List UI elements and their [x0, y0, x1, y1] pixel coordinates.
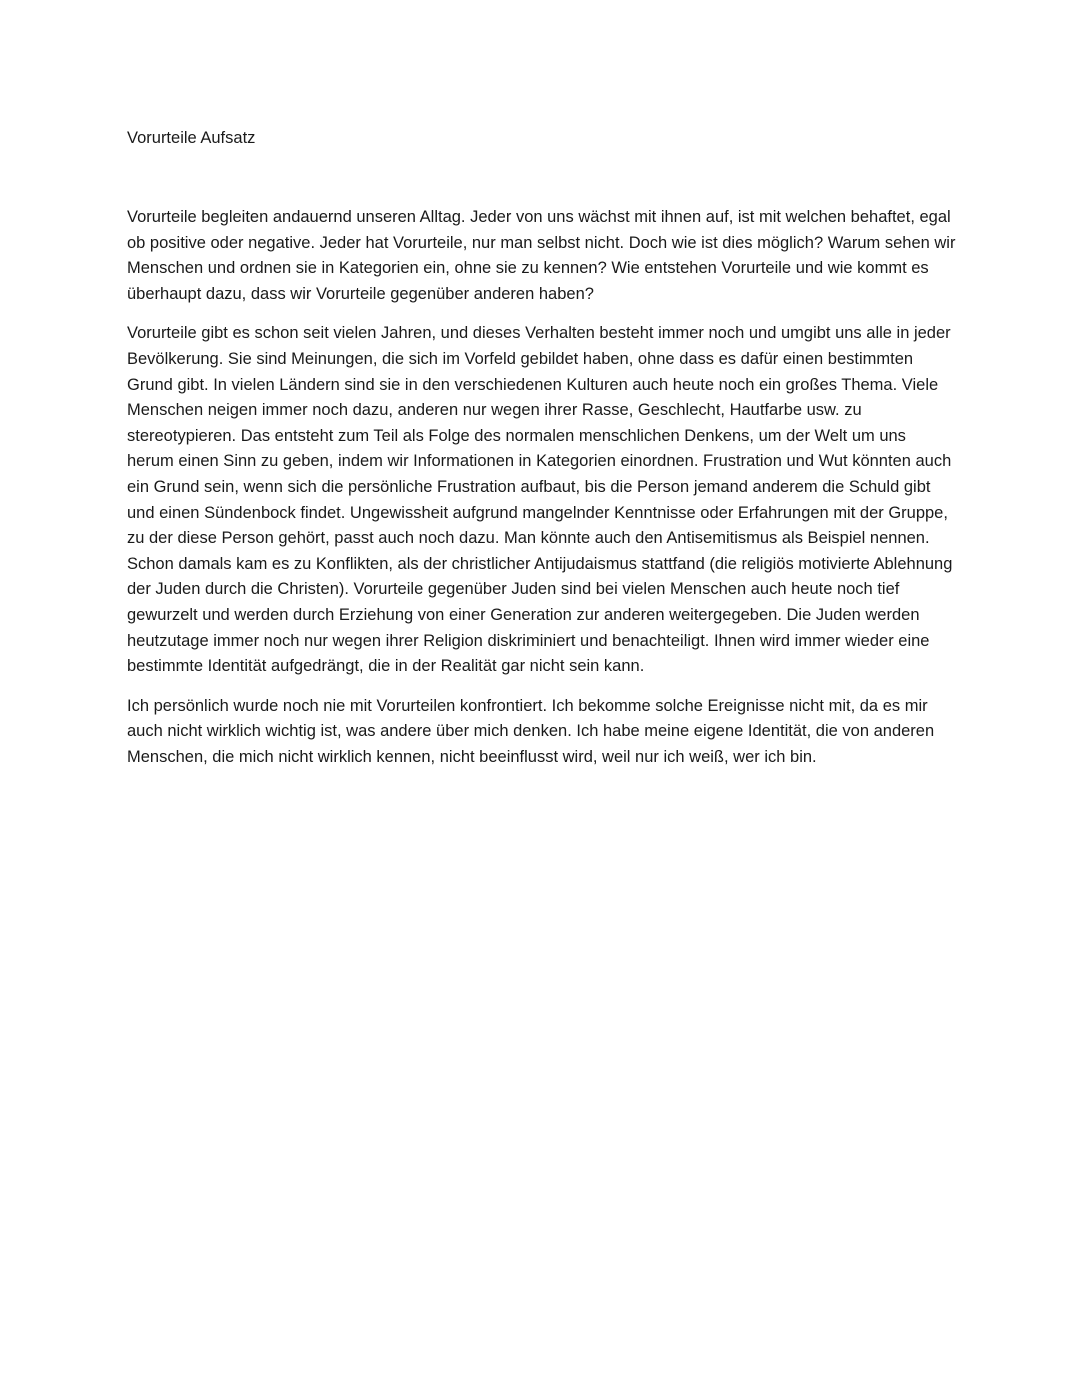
paragraph-intro: Vorurteile begleiten andauernd unseren Alltag. Jeder von uns wächst mit ihnen auf, ist mit welchen behaftet, egal ob positive oder negative. Jeder hat Vorurteile, nur man selbst nicht. Doch wie ist dies möglich? Warum sehen wir Menschen und ordnen sie in Kategorien ein, ohne sie zu kennen? Wie entstehen Vorurteile und wie kommt es überhaupt dazu, dass wir Vorurteile gegenüber anderen haben?: [127, 208, 956, 303]
document-body: [127, 205, 957, 770]
document-page: [127, 126, 957, 784]
document-title: Vorurteile Aufsatz: [127, 129, 256, 147]
paragraph-conclusion: Ich persönlich wurde noch nie mit Vorurteilen konfrontiert. Ich bekomme solche Ereignisse nicht mit, da es mir auch nicht wirklich wichtig ist, was andere über mich denken. Ich habe meine eigene Identität, die von anderen Menschen, die mich nicht wirklich kennen, nicht beeinflusst wird, weil nur ich weiß, wer ich bin.: [127, 696, 935, 766]
paragraph-main: Vorurteile gibt es schon seit vielen Jahren, und dieses Verhalten besteht immer noch und umgibt uns alle in jeder Bevölkerung. Sie sind Meinungen, die sich im Vorfeld gebildet haben, ohne dass es dafür einen bestimmten Grund gibt. In vielen Ländern sind sie in den verschiedenen Kulturen auch heute noch ein großes Thema. Viele Menschen neigen immer noch dazu, anderen nur wegen ihrer Rasse, Geschlecht, Hautfarbe usw. zu stereotypieren. Das entsteht zum Teil als Folge des normalen menschlichen Denkens, um der Welt um uns herum einen Sinn zu geben, indem wir Informationen in Kategorien einordnen. Frustration und Wut könnten auch ein Grund sein, wenn sich die persönliche Frustration aufbaut, bis die Person jemand anderem die Schuld gibt und einen Sündenbock findet. Ungewissheit aufgrund mangelnder Kenntnisse oder Erfahrungen mit der Gruppe, zu der diese Person gehört, passt auch noch dazu. Man könnte auch den Antisemitismus als Beispiel nennen. Schon damals kam es zu Konflikten, als der christlicher Antijudaismus stattfand (die religiös motivierte Ablehnung der Juden durch die Christen). Vorurteile gegenüber Juden sind bei vielen Menschen auch heute noch tief gewurzelt und werden durch Erziehung von einer Generation zur anderen weitergegeben. Die Juden werden heutzutage immer noch nur wegen ihrer Religion diskriminiert und benachteiligt. Ihnen wird immer wieder eine bestimmte Identität aufgedrängt, die in der Realität gar nicht sein kann.: [127, 324, 953, 676]
